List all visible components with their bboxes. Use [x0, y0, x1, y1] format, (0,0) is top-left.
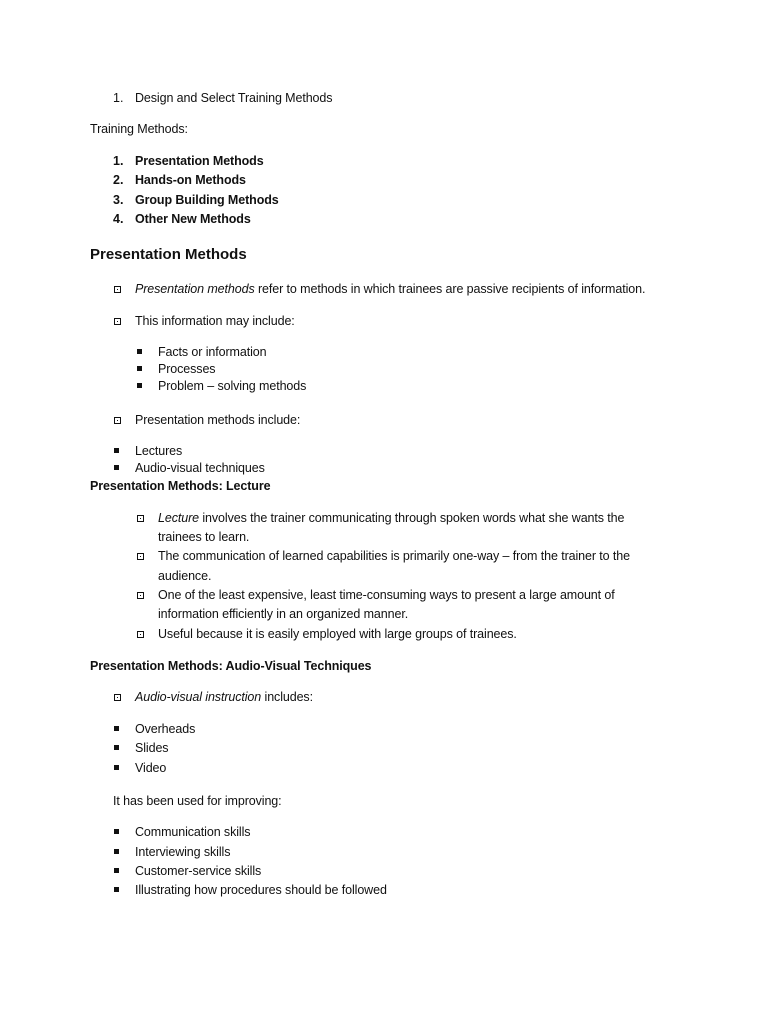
box-bullet-icon [137, 592, 144, 599]
training-method-item: Hands-on Methods [135, 173, 246, 187]
improving-label: It has been used for improving: [113, 794, 282, 808]
square-bullet-icon [114, 745, 119, 750]
presentation-methods-include: Presentation methods include: [135, 413, 301, 427]
square-bullet-icon [114, 829, 119, 834]
box-bullet-icon [137, 515, 144, 522]
training-methods-label: Training Methods: [90, 122, 188, 136]
training-method-number: 4. [113, 212, 124, 226]
presentation-methods-heading: Presentation Methods [90, 246, 247, 263]
av-item: Video [135, 761, 167, 775]
training-method-item: Other New Methods [135, 212, 251, 226]
square-bullet-icon [114, 448, 119, 453]
lecture-bullet-line: One of the least expensive, least time-consuming ways to present a large amount of [158, 588, 615, 602]
lecture-heading: Presentation Methods: Lecture [90, 479, 271, 493]
square-bullet-icon [114, 765, 119, 770]
square-bullet-icon [137, 383, 142, 388]
information-may-include: This information may include: [135, 314, 295, 328]
training-method-number: 2. [113, 173, 124, 187]
improving-item: Customer-service skills [135, 864, 262, 878]
square-bullet-icon [114, 868, 119, 873]
training-method-item: Presentation Methods [135, 154, 264, 168]
lecture-bullet-continuation: information efficiently in an organized manner. [158, 607, 409, 621]
square-bullet-icon [114, 726, 119, 731]
box-bullet-icon [137, 553, 144, 560]
lecture-bullet-line: Lecture involves the trainer communicating through spoken words what she wants the [158, 511, 625, 525]
av-item: Slides [135, 741, 169, 755]
box-bullet-icon [114, 694, 121, 701]
top-list-item: Design and Select Training Methods [135, 91, 333, 105]
av-item: Overheads [135, 722, 196, 736]
training-method-item: Group Building Methods [135, 193, 279, 207]
training-method-number: 1. [113, 154, 124, 168]
training-method-number: 3. [113, 193, 124, 207]
include-item: Audio-visual techniques [135, 461, 265, 475]
improving-item: Illustrating how procedures should be followed [135, 883, 387, 897]
square-bullet-icon [114, 465, 119, 470]
box-bullet-icon [114, 286, 121, 293]
improving-item: Communication skills [135, 825, 251, 839]
lecture-bullet-continuation: trainees to learn. [158, 530, 250, 544]
info-item: Facts or information [158, 345, 267, 359]
presentation-definition: Presentation methods refer to methods in which trainees are passive recipients of information. [135, 282, 646, 296]
square-bullet-icon [137, 349, 142, 354]
info-item: Problem – solving methods [158, 379, 307, 393]
info-item: Processes [158, 362, 216, 376]
box-bullet-icon [137, 631, 144, 638]
square-bullet-icon [137, 366, 142, 371]
box-bullet-icon [114, 318, 121, 325]
square-bullet-icon [114, 849, 119, 854]
improving-item: Interviewing skills [135, 845, 231, 859]
lecture-bullet-line: The communication of learned capabilities is primarily one-way – from the trainer to the [158, 549, 630, 563]
lecture-bullet-line: Useful because it is easily employed with large groups of trainees. [158, 627, 517, 641]
lecture-bullet-continuation: audience. [158, 569, 212, 583]
audio-visual-heading: Presentation Methods: Audio-Visual Techniques [90, 659, 372, 673]
audio-visual-includes: Audio-visual instruction includes: [135, 690, 313, 704]
box-bullet-icon [114, 417, 121, 424]
include-item: Lectures [135, 444, 183, 458]
top-list-number: 1. [113, 91, 124, 105]
square-bullet-icon [114, 887, 119, 892]
